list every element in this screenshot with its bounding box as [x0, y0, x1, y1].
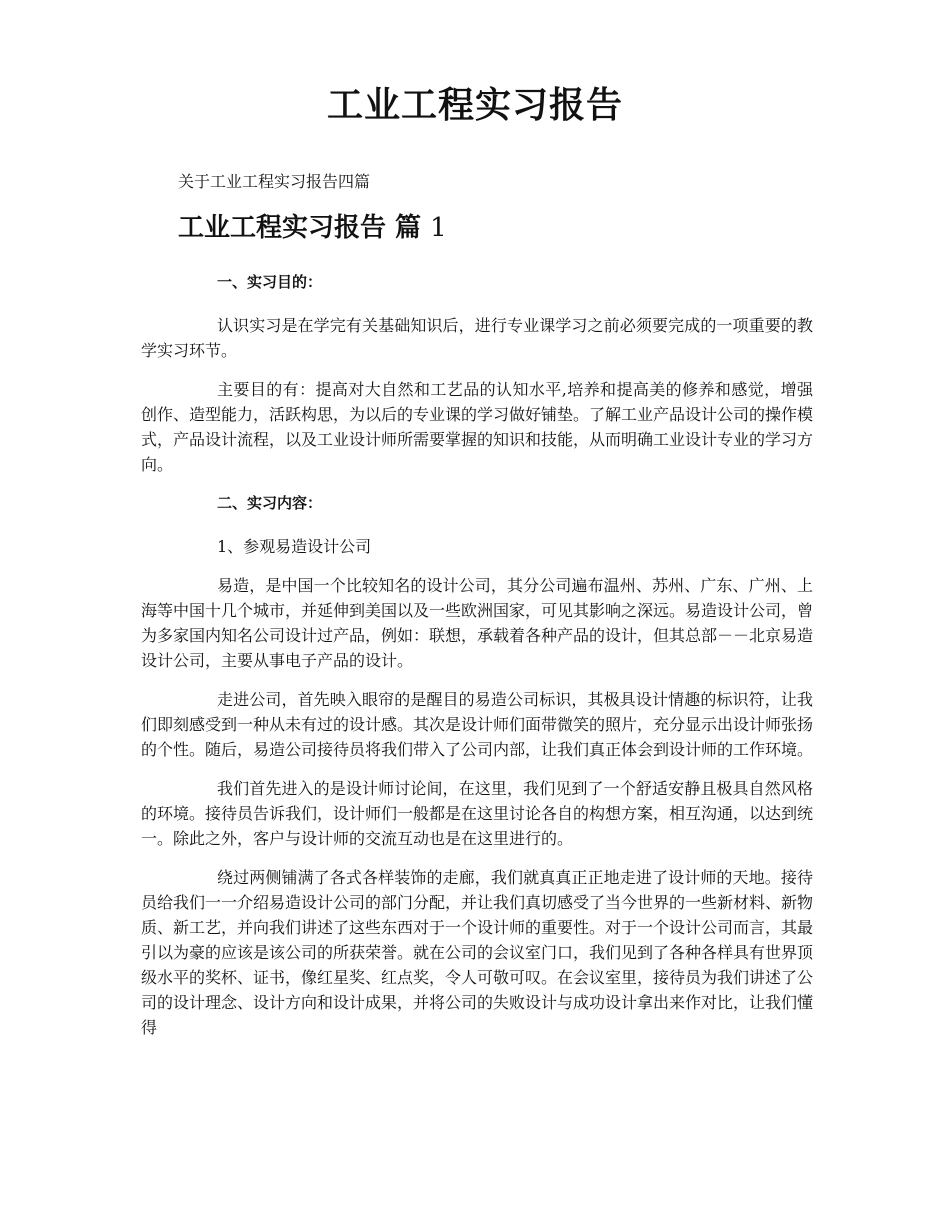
subheading-visit: 1、参观易造设计公司 — [217, 537, 372, 556]
paragraph: 认识实习是在学完有关基础知识后，进行专业课学习之前必须要完成的一项重要的教学实习环节。 — [141, 316, 813, 360]
paragraph: 易造，是中国一个比较知名的设计公司，其分公司遍布温州、苏州、广东、广州、上海等中国十几个城市，并延伸到美国以及一些欧洲国家，可见其影响之深远。易造设计公司，曾为多家国内知名公司设计过产品，例如：联想，承载着各种产品的设计，但其总部－－北京易造设计公司，主要从事电子产品的设计。 — [141, 576, 814, 670]
paragraph: 绕过两侧铺满了各式各样装饰的走廊，我们就真真正正地走进了设计师的天地。接待员给我们一一介绍易造设计公司的部门分配，并让我们真切感受了当今世界的一些新材料、新物质、新工艺，并向我们讲述了这些东西对于一个设计师的重要性。对于一个设计公司而言，其最引以为豪的应该是该公司的所获荣誉。就在公司的会议室门口，我们见到了各种各样具有世界顶级水平的奖杯、证书，像红星奖、红点奖，令人可敬可叹。在会议室里，接待员为我们讲述了公司的设计理念、设计方向和设计成果，并将公司的失败设计与成功设计拿出来作对比，让我们懂得 — [141, 868, 814, 1037]
paragraph: 走进公司，首先映入眼帘的是醒目的易造公司标识，其极具设计情趣的标识符，让我们即刻感受到一种从未有过的设计感。其次是设计师们面带微笑的照片，充分显示出设计师张扬的个性。随后，易造公司接待员将我们带入了公司内部，让我们真正体会到设计师的工作环境。 — [141, 690, 814, 759]
section-title-text: 工业工程实习报告 篇 — [178, 213, 422, 243]
document-subtitle: 关于工业工程实习报告四篇 — [178, 172, 371, 191]
heading-purpose: 一、实习目的： — [217, 273, 323, 291]
paragraph: 我们首先进入的是设计师讨论间，在这里，我们见到了一个舒适安静且极具自然风格的环境。接待员告诉我们，设计师们一般都是在这里讨论各自的构想方案，相互沟通，以达到统一。除此之外，客户与设计师的交流互动也是在这里进行的。 — [141, 779, 814, 848]
document-body — [141, 270, 813, 1054]
section-number: 1 — [430, 213, 447, 243]
paragraph: 主要目的有：提高对大自然和工艺品的认知水平,培养和提高美的修养和感觉，增强创作、造型能力，活跃构思，为以后的专业课的学习做好铺垫。了解工业产品设计公司的操作模式，产品设计流程，以及工业设计师所需要掌握的知识和技能，从而明确工业设计专业的学习方向。 — [141, 380, 814, 474]
document-title: 工业工程实习报告 — [326, 84, 623, 126]
heading-content: 二、实习内容： — [217, 494, 323, 512]
section-title — [178, 208, 447, 248]
